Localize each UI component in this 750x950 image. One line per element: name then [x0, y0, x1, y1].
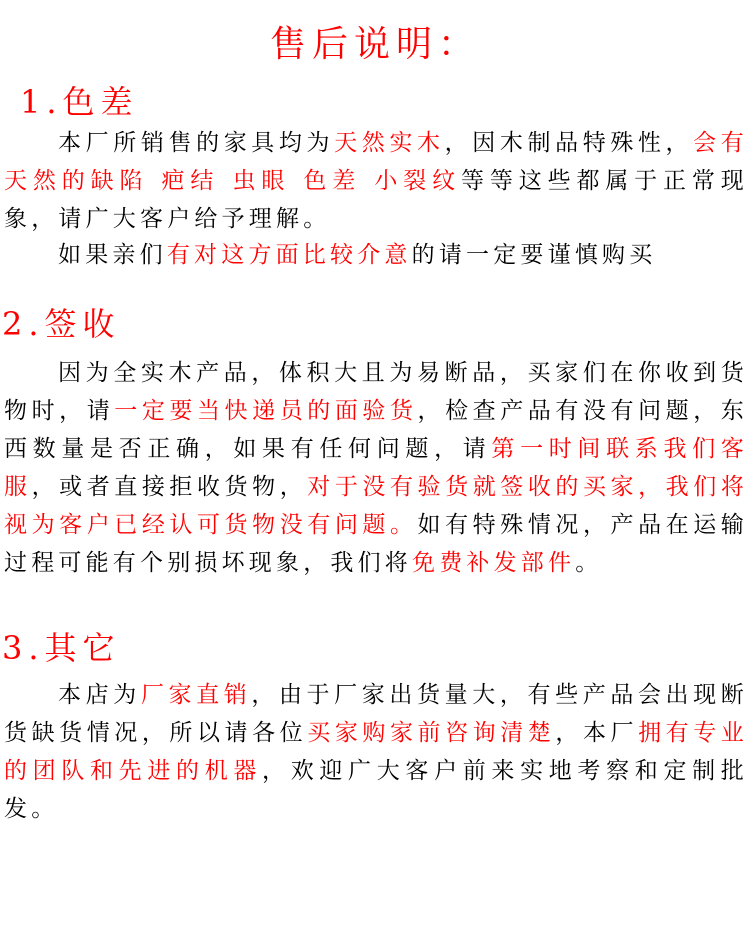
body-text: 本店为 [58, 682, 141, 708]
section-paragraph [4, 354, 748, 582]
highlighted-text: 一定要当快递员的面验货 [114, 398, 418, 424]
page-title: 售后说明： [269, 24, 480, 65]
body-text: 等等这些都属于正常现象，请广大客户给予理解。 [4, 168, 748, 232]
section-heading-other: 3.其它 [2, 629, 121, 667]
section-paragraph [4, 676, 748, 828]
highlighted-text: 买家购家前咨询清楚 [307, 720, 556, 746]
section-heading-signing: 2.签收 [2, 305, 121, 343]
highlighted-text: 厂家直销 [140, 682, 252, 708]
body-text: 因为全实木产品，体积大且为易断品，买家们在你收到货物时，请 [4, 360, 748, 424]
highlighted-text: 会有天然的缺陷 疤结 虫眼 色差 小裂纹 [4, 130, 748, 194]
body-text: ，检查产品有没有问题，东西数量是否正确，如果有任何问题，请 [4, 398, 748, 462]
body-text: 的请一定要谨慎购买 [411, 242, 657, 268]
section-paragraph [4, 236, 748, 274]
body-text: 如有特殊情况，产品在运输过程可能有个别损坏现象，我们将 [4, 512, 749, 576]
body-text: ，或者直接拒收货物， [31, 474, 308, 500]
body-text: ，由于厂家出货量大，有些产品会出现断货缺货情况，所以请各位 [4, 682, 748, 746]
body-text: ，本厂 [555, 720, 639, 746]
highlighted-text: 第一时间联系我们客服 [4, 436, 748, 500]
highlighted-text: 天然实木 [334, 130, 445, 156]
body-text: ，欢迎广大客户前来实地考察和定制批发。 [4, 758, 748, 822]
body-text: 如果亲们 [58, 242, 167, 268]
body-text: 本厂所销售的家具均为 [58, 130, 335, 156]
section-heading-color-difference: 1.色差 [20, 83, 139, 121]
body-text: 。 [575, 550, 603, 576]
body-text: ，因木制品特殊性， [444, 130, 694, 156]
highlighted-text: 拥有专业的团队和先进的机器 [4, 720, 748, 784]
highlighted-text: 免费补发部件 [412, 550, 576, 576]
highlighted-text: 有对这方面比较介意 [166, 242, 412, 268]
section-paragraph [4, 124, 748, 238]
highlighted-text: 对于没有验货就签收的买家，我们将视为客户已经认可货物没有问题。 [4, 474, 749, 538]
